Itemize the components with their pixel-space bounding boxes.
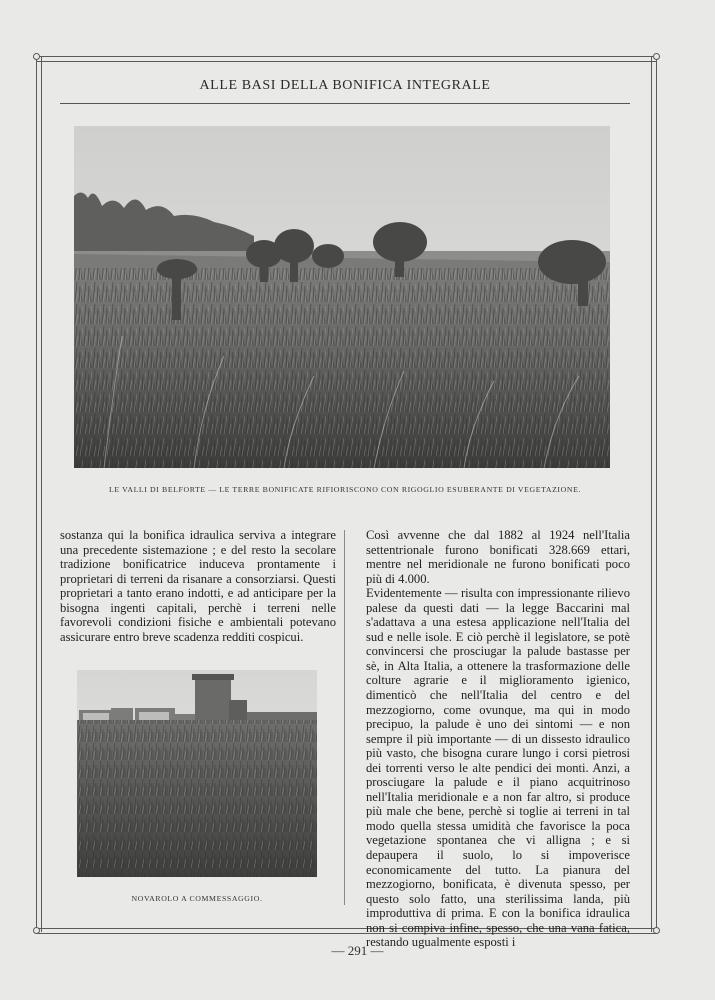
photo-valli-di-belforte bbox=[74, 126, 610, 468]
page-number: — 291 — bbox=[331, 943, 384, 958]
text-column-right bbox=[366, 528, 630, 950]
caption-main-photo: LE VALLI DI BELFORTE — LE TERRE BONIFICATE RIFIORISCONO CON RIGOGLIO ESUBERANTE DI VEGETAZIONE. bbox=[108, 485, 581, 494]
paragraph: Così avvenne che dal 1882 al 1924 nell'Italia settentrionale furono bonificati 328.669 ettari, mentre nel meridionale ne furono bonificati poco più di 4.000. bbox=[366, 528, 630, 586]
paragraph: Evidentemente — risulta con impressionante rilievo palese da questi dati — la legge Baccarini mal s'adattava a una estesa applicazione nell'Italia del sud e nelle isole. E ciò perchè il legislatore, se potè convincersi che prosciugar la palude bastasse per sè, in Alta Italia, a ottenere la trasformazione delle colture agrarie e il miglioramento igienico, dimenticò che nell'Italia del centro e del mezzogiorno, come ovunque, ma qui in modo precipuo, la palude è uno dei sintomi — e non sempre il più importante — di un dissesto idraulico più vasto, che bisogna curare lungo i corsi pietrosi dei torrenti verso le alte pendici dei monti. Anzi, a prosciugare la palude e il piano acquitrinoso nell'Italia meridionale e a non far altro, si produce più male che bene, perchè si toglie ai terreni in tal modo quella stessa umidità che favorisce la poca vegetazione spontanea che vi alligna ; e si depaupera il suolo, lo si impoverisce economicamente del tutto. La pianura del mezzogiorno, bonificata, è divenuta spesso, per questo solo fatto, una sterilissima landa, più improduttiva di prima. E con la bonifica idraulica non si compiva infine, spesso, che una vana fatica, restando ugualmente esposti i bbox=[366, 586, 630, 950]
frame-corner-ornament bbox=[33, 927, 40, 934]
frame-right-rule bbox=[651, 56, 657, 932]
frame-corner-ornament bbox=[653, 927, 660, 934]
column-divider bbox=[344, 530, 345, 905]
caption-small-photo: NOVAROLO A COMMESSAGGIO. bbox=[131, 894, 263, 903]
paragraph: sostanza qui la bonifica idraulica serviva a integrare una precedente sistemazione ; e del resto la secolare tradizione bonificatrice induceva prontamente i proprietari di terreni da risanare a consorziarsi. Questi proprietari a tanto erano indotti, e ad anticipare per la bisogna ingenti capitali, perchè i terreni nelle favorevoli condizioni fisiche e ambientali potevano assicurare entro breve scadenza redditi cospicui. bbox=[60, 528, 336, 644]
header-rule bbox=[60, 103, 630, 104]
frame-corner-ornament bbox=[653, 53, 660, 60]
frame-top-rule bbox=[36, 56, 657, 62]
frame-corner-ornament bbox=[33, 53, 40, 60]
frame-left-rule bbox=[36, 56, 42, 932]
running-header: ALLE BASI DELLA BONIFICA INTEGRALE bbox=[199, 78, 491, 93]
photo-novarolo bbox=[77, 670, 317, 877]
text-column-left bbox=[60, 528, 336, 644]
